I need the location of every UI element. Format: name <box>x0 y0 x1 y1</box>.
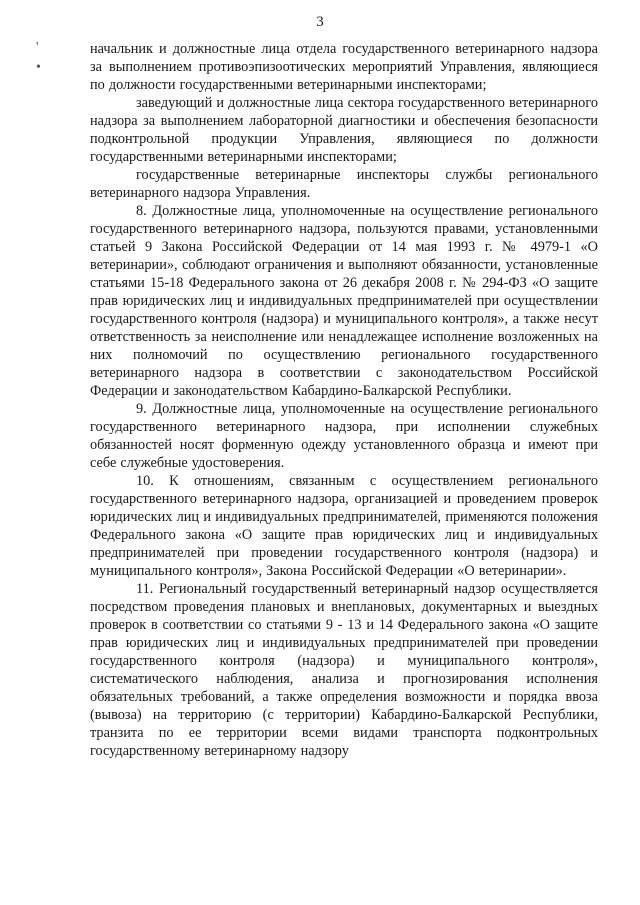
margin-mark: • <box>36 60 41 75</box>
document-body <box>90 40 598 760</box>
margin-mark: ' <box>36 40 39 55</box>
paragraph: начальник и должностные лица отдела государственного ветеринарного надзора за выполнением противоэпизоотических мероприятий Управления, являющиеся по должности государственными ветеринарными инспекторами; <box>90 41 598 93</box>
paragraph-11: 11. Региональный государственный ветеринарный надзор осуществляется посредством проведения плановых и внеплановых, документарных и выездных проверок в соответствии со статьями 9 - 13 и 14 Федерального закона «О защите прав юридических лиц и индивидуальных предпринимателей при проведении государственного контроля (надзора) и муниципального контроля», систематического наблюдения, анализа и прогнозирования исполнения обязательных требований, а также определения возможности и порядка ввоза (вывоза) на территорию (с территории) Кабардино-Балкарской Республики, транзита по ее территории всеми видами транспорта подконтрольных государственному ветеринарному надзору <box>90 581 598 759</box>
paragraph-8: 8. Должностные лица, уполномоченные на осуществление регионального государственного ветеринарного надзора, пользуются правами, установленными статьей 9 Закона Российской Федерации от 14 мая 1993 г. № 4979-1 «О ветеринарии», соблюдают ограничения и выполняют обязанности, установленные статьями 15-18 Федерального закона от 26 декабря 2008 г. № 294-ФЗ «О защите прав юридических лиц и индивидуальных предпринимателей при осуществлении государственного контроля (надзора) и муниципального контроля», а также несут ответственность за неисполнение или ненадлежащее исполнение возложенных на них полномочий по осуществлению регионального государственного ветеринарного надзора в соответствии с законодательством Российской Федерации и законодательством Кабардино-Балкарской Республики. <box>90 203 598 399</box>
paragraph-9: 9. Должностные лица, уполномоченные на осуществление регионального государственного ветеринарного надзора, при исполнении служебных обязанностей носят форменную одежду установленного образца и имеют при себе служебные удостоверения. <box>90 401 598 471</box>
paragraph: заведующий и должностные лица сектора государственного ветеринарного надзора за выполнением лабораторной диагностики и обеспечения безопасности подконтрольной продукции Управления, являющиеся по должности государственными ветеринарными инспекторами; <box>90 95 598 165</box>
page-number: 3 <box>316 14 324 30</box>
paragraph-10: 10. К отношениям, связанным с осуществлением регионального государственного ветеринарного надзора, организацией и проведением проверок юридических лиц и индивидуальных предпринимателей, применяются положения Федерального закона «О защите прав юридических лиц и индивидуальных предпринимателей при проведении государственного контроля (надзора) и муниципального контроля», Закона Российской Федерации «О ветеринарии». <box>90 473 598 579</box>
paragraph: государственные ветеринарные инспекторы службы регионального ветеринарного надзора Управления. <box>90 167 598 201</box>
